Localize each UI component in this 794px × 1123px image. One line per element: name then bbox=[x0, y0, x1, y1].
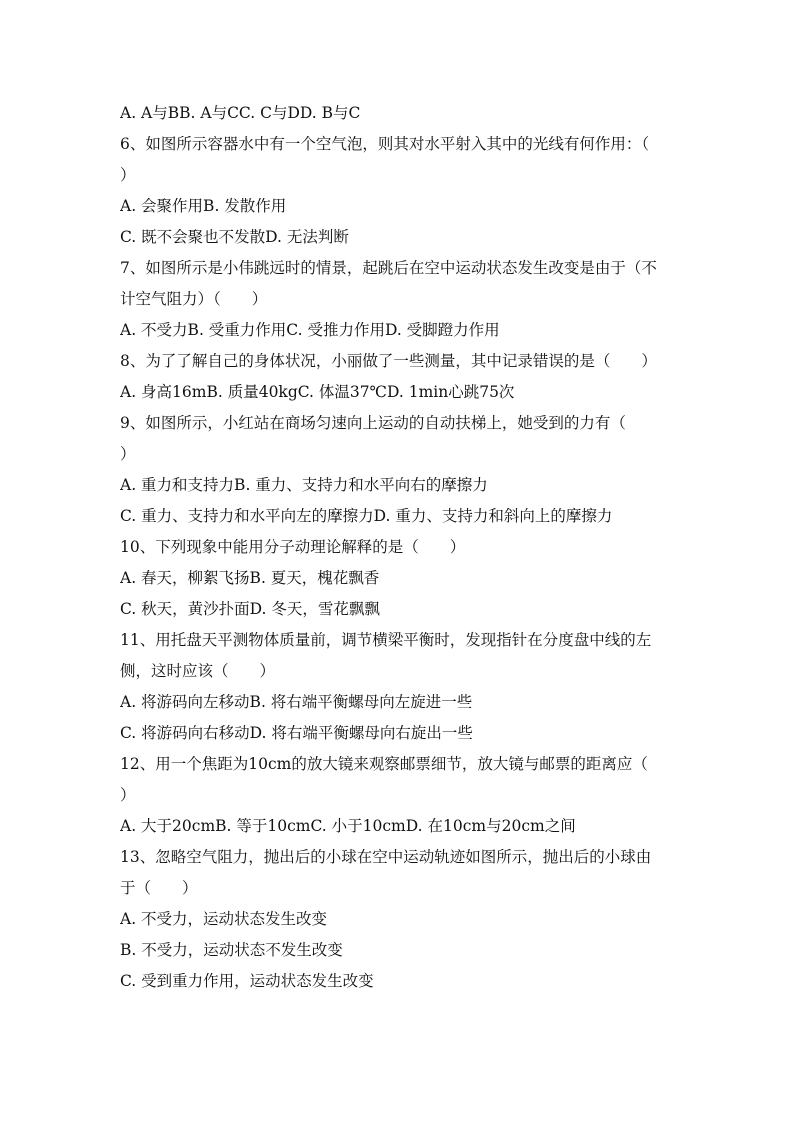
q13-option-a: A. 不受力，运动状态发生改变 bbox=[120, 910, 328, 928]
document-body bbox=[120, 98, 680, 997]
q7-options: A. 不受力B. 受重力作用C. 受推力作用D. 受脚蹬力作用 bbox=[120, 321, 500, 339]
q11-question: 11、用托盘天平测物体质量前，调节横梁平衡时，发现指针在分度盘中线的左 bbox=[120, 631, 652, 649]
q7-question-cont: 计空气阻力）（ ） bbox=[120, 290, 268, 308]
q6-options-cd: C. 既不会聚也不发散D. 无法判断 bbox=[120, 228, 349, 246]
q9-question-cont: ） bbox=[120, 445, 136, 463]
q6-question-cont: ） bbox=[120, 166, 136, 184]
q13-question-cont: 于（ ） bbox=[120, 879, 198, 897]
q12-question-cont: ） bbox=[120, 786, 136, 804]
q12-question: 12、用一个焦距为10cm的放大镜来观察邮票细节，放大镜与邮票的距离应（ bbox=[120, 755, 648, 773]
q13-option-c: C. 受到重力作用，运动状态发生改变 bbox=[120, 972, 374, 990]
q11-options-ab: A. 将游码向左移动B. 将右端平衡螺母向左旋进一些 bbox=[120, 693, 473, 711]
q8-question: 8、为了了解自己的身体状况，小丽做了一些测量，其中记录错误的是（ ） bbox=[120, 352, 657, 370]
q10-question: 10、下列现象中能用分子动理论解释的是（ ） bbox=[120, 538, 466, 556]
q9-options-ab: A. 重力和支持力B. 重力、支持力和水平向右的摩擦力 bbox=[120, 476, 488, 494]
q9-options-cd: C. 重力、支持力和水平向左的摩擦力D. 重力、支持力和斜向上的摩擦力 bbox=[120, 507, 613, 525]
q7-question: 7、如图所示是小伟跳远时的情景，起跳后在空中运动状态发生改变是由于（不 bbox=[120, 259, 657, 277]
q6-options-ab: A. 会聚作用B. 发散作用 bbox=[120, 197, 287, 215]
q11-options-cd: C. 将游码向右移动D. 将右端平衡螺母向右旋出一些 bbox=[120, 724, 473, 742]
q8-options: A. 身高16mB. 质量40kgC. 体温37℃D. 1min心跳75次 bbox=[120, 383, 515, 401]
q11-question-cont: 侧，这时应该（ ） bbox=[120, 662, 276, 680]
q9-question: 9、如图所示，小红站在商场匀速向上运动的自动扶梯上，她受到的力有（ bbox=[120, 414, 626, 432]
q5-options: A. A与BB. A与CC. C与DD. B与C bbox=[120, 104, 361, 122]
q12-options: A. 大于20cmB. 等于10cmC. 小于10cmD. 在10cm与20cm之间 bbox=[120, 817, 576, 835]
q13-option-b: B. 不受力，运动状态不发生改变 bbox=[120, 941, 343, 959]
q6-question: 6、如图所示容器水中有一个空气泡，则其对水平射入其中的光线有何作用：（ bbox=[120, 135, 650, 153]
q10-options-ab: A. 春天，柳絮飞扬B. 夏天，槐花飘香 bbox=[120, 569, 380, 587]
q13-question: 13、忽略空气阻力，抛出后的小球在空中运动轨迹如图所示，抛出后的小球由 bbox=[120, 848, 652, 866]
q10-options-cd: C. 秋天，黄沙扑面D. 冬天，雪花飘飘 bbox=[120, 600, 380, 618]
